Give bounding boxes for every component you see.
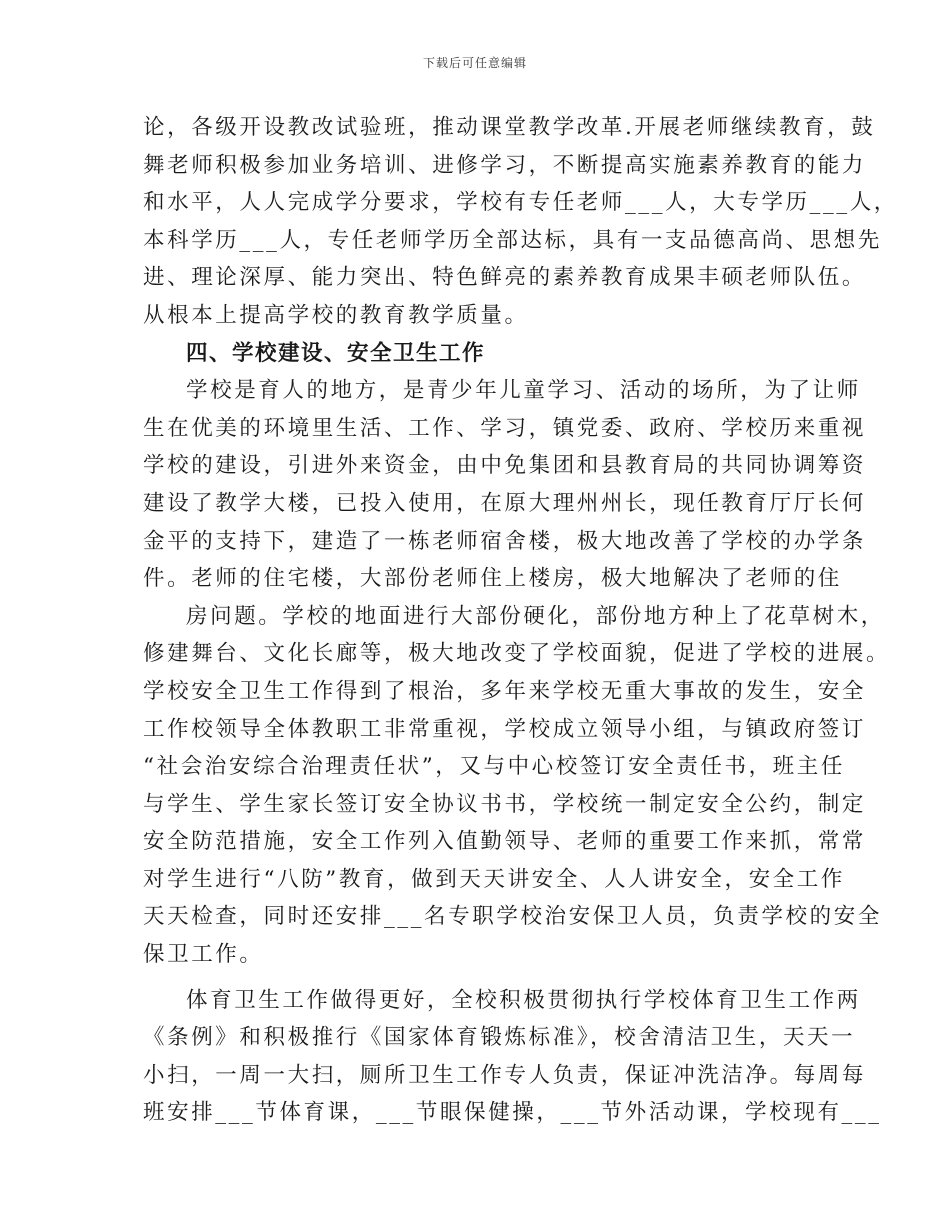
body-line: 进、理论深厚、能力突出、特色鲜亮的素养教育成果丰硕老师队伍。 bbox=[143, 265, 867, 291]
body-line: 学校的建设，引进外来资金，由中免集团和县教育局的共同协调筹资 bbox=[143, 453, 867, 479]
body-line: 学校安全卫生工作得到了根治，多年来学校无重大事故的发生，安全 bbox=[143, 678, 867, 704]
body-line: 天天检查，同时还安排___名专职学校治安保卫人员，负责学校的安全 bbox=[143, 904, 882, 930]
body-line: 小扫，一周一大扫，厕所卫生工作专人负责，保证冲洗洁净。每周每 bbox=[143, 1062, 867, 1088]
body-line: 工作校领导全体教职工非常重视，学校成立领导小组，与镇政府签订 bbox=[143, 716, 867, 742]
body-line: 和水平，人人完成学分要求，学校有专任老师___人，大专学历___人， bbox=[143, 190, 898, 216]
body-line: 安全防范措施，安全工作列入值勤领导、老师的重要工作来抓，常常 bbox=[143, 829, 867, 855]
paragraph-gap bbox=[143, 974, 823, 982]
document-body bbox=[143, 109, 898, 1132]
paragraph-first-line: 学校是育人的地方，是青少年儿童学习、活动的场所，为了让师 bbox=[186, 378, 861, 404]
section-heading: 四、学校建设、安全卫生工作 bbox=[186, 340, 486, 366]
body-line: 建设了教学大楼，已投入使用，在原大理州州长，现任教育厅厅长何 bbox=[143, 490, 867, 516]
body-line: 论，各级开设教改试验班，推动课堂教学改革.开展老师继续教育，鼓 bbox=[143, 115, 876, 140]
paragraph-first-line: 房问题。学校的地面进行大部份硬化，部份地方种上了花草树木， bbox=[186, 603, 885, 629]
body-line: 本科学历___人，专任老师学历全部达标，具有一支品德高尚、思想先 bbox=[143, 227, 882, 253]
body-line: 对学生进行“八防”教育，做到天天讲安全、人人讲安全，安全工作 bbox=[143, 866, 845, 892]
body-line: 《条例》和积极推行《国家体育锻炼标准》，校舍清洁卫生，天天一 bbox=[143, 1025, 856, 1051]
body-line: 修建舞台、文化长廊等，极大地改变了学校面貌，促进了学校的进展。 bbox=[143, 641, 891, 667]
body-line: 金平的支持下，建造了一栋老师宿舍楼，极大地改善了学校的办学条 bbox=[143, 528, 867, 554]
body-line: 生在优美的环境里生活、工作、学习，镇党委、政府、学校历来重视 bbox=[143, 415, 867, 441]
download-edit-note: 下载后可任意编辑 bbox=[422, 56, 527, 70]
body-line: 班安排___节体育课，___节眼保健操，___节外活动课，学校现有___ bbox=[143, 1100, 882, 1126]
body-line: 件。老师的住宅楼，大部份老师住上楼房，极大地解决了老师的住 bbox=[143, 566, 842, 592]
paragraph-first-line: 体育卫生工作做得更好，全校积极贯彻执行学校体育卫生工作两 bbox=[186, 987, 861, 1013]
body-line: 舞老师积极参加业务培训、进修学习，不断提高实施素养教育的能力 bbox=[143, 152, 867, 178]
body-line: “社会治安综合治理责任状”，又与中心校签订安全责任书，班主任 bbox=[143, 754, 845, 780]
body-line: 从根本上提高学校的教育教学质量。 bbox=[143, 302, 529, 328]
body-line: 保卫工作。 bbox=[143, 942, 264, 968]
body-line: 与学生、学生家长签订安全协议书书，学校统一制定安全公约，制定 bbox=[143, 791, 867, 817]
